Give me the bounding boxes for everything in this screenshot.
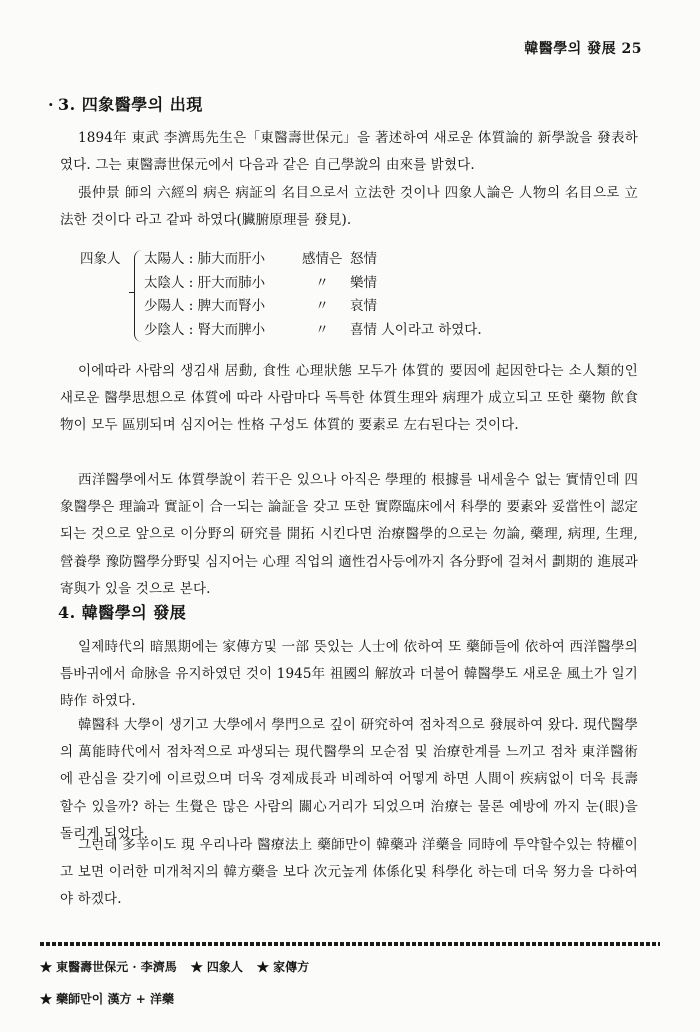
section-3-title: 3. 四象醫學의 出現 bbox=[58, 95, 203, 114]
section-3-paragraph-4: 西洋醫學에서도 体質學說이 若干은 있으나 아직은 學理的 根據를 내세울수 없는 實情인데 四象醫學은 理論과 實証이 合一되는 論証을 갖고 또한 實際臨床에서 科學的 要素와 妥當性이 認定되는 것으로 앞으로 이分野의 研究를 開拓 시킨다면 治療醫學的으로는 勿論, 藥理, 病理, 生理, 營養學 豫防醫學分野및 심지어는 心理 직업의 適性검사등에까지 各分野에 걸쳐서 劃期的 進展과 寄與가 있을 것으로 본다. bbox=[60, 472, 638, 597]
footnote-line-1 bbox=[40, 958, 323, 975]
constitution-row bbox=[144, 295, 377, 319]
constitution-organ: 少陰人 : 腎大而脾小 bbox=[144, 321, 266, 338]
brace-tip bbox=[129, 292, 135, 293]
footnote-item: ★ 藥師만이 漢方 + 洋藥 bbox=[40, 992, 174, 1006]
section-3-heading bbox=[48, 92, 203, 115]
constitution-row bbox=[144, 272, 377, 296]
footnote-item: ★ 四象人 bbox=[190, 960, 243, 974]
section-4-paragraph-1: 일제時代의 暗黑期에는 家傳方및 一部 뜻있는 人士에 依하여 또 藥師들에 依하여 西洋醫學의 틈바귀에서 命脉을 유지하였던 것이 1945年 祖國의 解放과 더불어 韓醫學도 새로운 風土가 일기 時作 하였다. bbox=[60, 639, 638, 710]
section-3-paragraph-2: 張仲景 師의 六經의 病은 病証의 名目으로서 立法한 것이나 四象人論은 人物의 名目으로 立法한 것이다 라고 같파 하였다(臟腑原理를 發見). bbox=[60, 185, 638, 229]
section-3-paragraph-1: 1894年 東武 李濟馬先生은「東醫壽世保元」을 著述하여 새로운 体質論的 新學說을 發表하였다. 그는 東醫壽世保元에서 다음과 같은 自己學說의 由來를 밝혔다. bbox=[60, 130, 638, 174]
running-header: 韓醫學의 發展 25 bbox=[524, 41, 642, 57]
constitution-ditto: 〃 bbox=[315, 298, 329, 314]
constitution-ditto: 〃 bbox=[315, 321, 329, 338]
footnote-divider bbox=[40, 942, 660, 946]
constitution-organ: 太陽人 : 肺大而肝小 bbox=[144, 251, 266, 267]
footnote-item: ★ 家傳方 bbox=[256, 960, 310, 974]
classification-lead: 四象人 bbox=[80, 251, 121, 267]
constitution-organ: 太陰人 : 肝大而肺小 bbox=[144, 274, 266, 291]
section-3-paragraph-3: 이에따라 사람의 생김새 居動, 食性 心理狀態 모두가 体質的 要因에 起因한다는 소人類的인 새로운 醫學思想으로 体質에 따라 사람마다 독특한 体質生理와 病理가 成立되고 또한 藥物 飮食物이 모두 區別되며 심지어는 性格 구성도 体質的 要素로 左右된다는 것이다. bbox=[60, 363, 638, 434]
constitution-ditto: 感情은 bbox=[301, 251, 343, 267]
constitution-organ: 少陽人 : 脾大而腎小 bbox=[144, 298, 266, 314]
constitution-row bbox=[144, 248, 377, 272]
bullet-mark: · bbox=[48, 95, 55, 114]
section-4-heading: 4. 韓醫學의 發展 bbox=[58, 603, 187, 622]
constitution-emotion: 喜情 人이라고 하였다. bbox=[350, 321, 482, 338]
constitution-ditto: 〃 bbox=[315, 274, 329, 291]
constitution-emotion: 哀情 bbox=[350, 298, 377, 314]
brace-mark bbox=[134, 250, 143, 342]
footnote-line-2 bbox=[40, 990, 188, 1007]
section-4-paragraph-2: 韓醫科 大學이 생기고 大學에서 學門으로 깊이 研究하여 점차적으로 發展하여 왔다. 現代醫學의 萬能時代에서 점차적으로 파생되는 現代醫學의 모순점 및 治療한계를 느끼고 점차 東洋醫術에 관심을 갖기에 이르렀으며 더욱 경제成長과 비례하여 어떻게 하면 人間이 疾病없이 더욱 長壽할수 있을까? 하는 生覺은 많은 사람의 關心거리가 되었으며 治療는 물론 예방에 까지 눈(眼)을 돌리게 되었다. bbox=[60, 717, 638, 842]
constitution-emotion: 怒情 bbox=[350, 251, 377, 267]
constitution-emotion: 樂情 bbox=[350, 274, 377, 291]
constitution-row bbox=[144, 319, 482, 343]
section-4-paragraph-3: 그런데 多辛이도 現 우리나라 醫療法上 藥師만이 韓藥과 洋藥을 同時에 투약할수있는 特權이고 보면 이러한 미개척지의 韓方藥을 보다 次元높게 体係化및 科學化 하는데 더욱 努力을 다하여야 하겠다. bbox=[60, 837, 638, 908]
footnote-item: ★ 東醫壽世保元 · 李濟馬 bbox=[40, 960, 177, 974]
